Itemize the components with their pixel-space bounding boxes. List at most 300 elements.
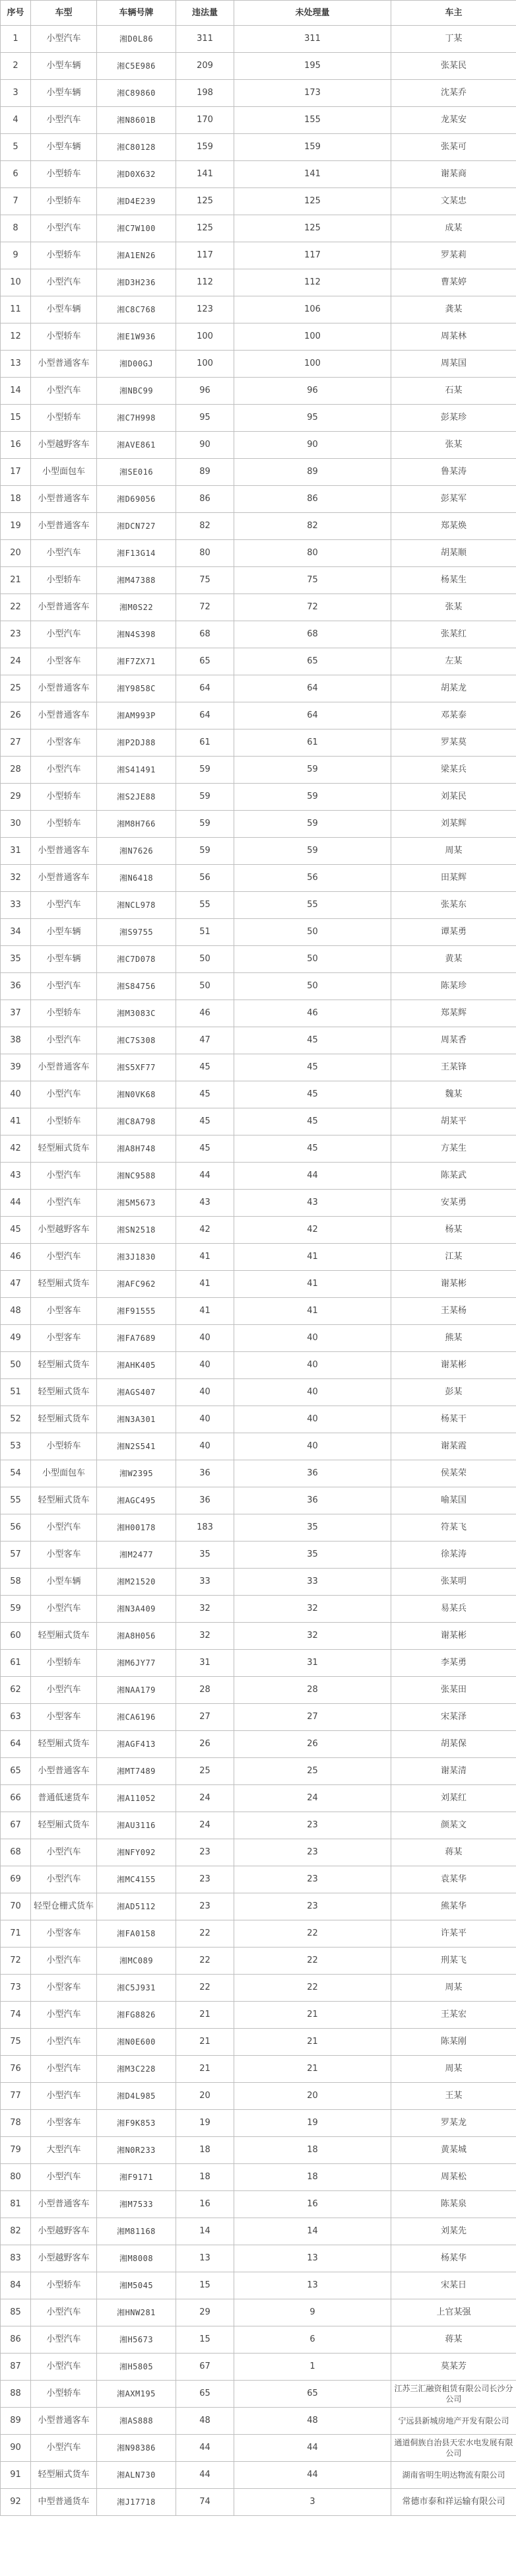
cell-pending-count: 32 [234, 1623, 391, 1650]
cell-owner: 湖南省明生明达物流有限公司 [391, 2462, 516, 2489]
cell-owner: 龚某 [391, 296, 516, 323]
cell-plate: 湘N4S398 [97, 621, 176, 648]
cell-violation-count: 46 [176, 1000, 234, 1027]
cell-pending-count: 82 [234, 513, 391, 540]
cell-vehicle-type: 小型轿车 [31, 161, 97, 188]
table-row [1, 378, 516, 405]
cell-no: 90 [1, 2435, 31, 2462]
cell-no: 81 [1, 2191, 31, 2218]
table-body [1, 26, 516, 2516]
cell-violation-count: 45 [176, 1135, 234, 1163]
cell-no: 56 [1, 1514, 31, 1542]
cell-pending-count: 50 [234, 919, 391, 946]
cell-plate: 湘N8601B [97, 107, 176, 134]
cell-plate: 湘SE016 [97, 459, 176, 486]
cell-owner: 张某可 [391, 134, 516, 161]
cell-vehicle-type: 小型客车 [31, 1325, 97, 1352]
cell-violation-count: 100 [176, 323, 234, 351]
cell-plate: 湘N3A301 [97, 1406, 176, 1433]
cell-pending-count: 89 [234, 459, 391, 486]
cell-plate: 湘N98386 [97, 2435, 176, 2462]
cell-violation-count: 75 [176, 567, 234, 594]
cell-plate: 湘C80128 [97, 134, 176, 161]
cell-plate: 湘AHK405 [97, 1352, 176, 1379]
cell-owner: 王某宏 [391, 2002, 516, 2029]
cell-pending-count: 24 [234, 1785, 391, 1812]
cell-pending-count: 22 [234, 1948, 391, 1975]
cell-owner: 李某勇 [391, 1650, 516, 1677]
cell-plate: 湘S2JE88 [97, 784, 176, 811]
cell-no: 34 [1, 919, 31, 946]
cell-vehicle-type: 小型轿车 [31, 1000, 97, 1027]
cell-owner: 彭某 [391, 1379, 516, 1406]
cell-violation-count: 24 [176, 1785, 234, 1812]
cell-vehicle-type: 小型汽车 [31, 1866, 97, 1893]
cell-vehicle-type: 小型轿车 [31, 2272, 97, 2299]
cell-vehicle-type: 小型客车 [31, 1975, 97, 2002]
cell-violation-count: 21 [176, 2002, 234, 2029]
cell-vehicle-type: 小型汽车 [31, 2435, 97, 2462]
cell-plate: 湘AFC962 [97, 1271, 176, 1298]
cell-pending-count: 40 [234, 1406, 391, 1433]
cell-plate: 湘F9171 [97, 2164, 176, 2191]
cell-pending-count: 59 [234, 811, 391, 838]
cell-owner: 颜某文 [391, 1812, 516, 1839]
cell-owner: 周某松 [391, 2164, 516, 2191]
table-row [1, 1812, 516, 1839]
cell-pending-count: 68 [234, 621, 391, 648]
cell-plate: 湘AS888 [97, 2408, 176, 2435]
cell-pending-count: 159 [234, 134, 391, 161]
cell-owner: 谢某彬 [391, 1352, 516, 1379]
cell-owner: 符某飞 [391, 1514, 516, 1542]
cell-plate: 湘D00GJ [97, 351, 176, 378]
cell-no: 89 [1, 2408, 31, 2435]
cell-violation-count: 23 [176, 1893, 234, 1920]
cell-pending-count: 32 [234, 1596, 391, 1623]
table-row [1, 1677, 516, 1704]
table-row [1, 2354, 516, 2381]
table-row [1, 2164, 516, 2191]
table-row [1, 1352, 516, 1379]
cell-owner: 王某 [391, 2083, 516, 2110]
cell-no: 54 [1, 1460, 31, 1487]
cell-plate: 湘E1W936 [97, 323, 176, 351]
cell-pending-count: 59 [234, 784, 391, 811]
cell-violation-count: 36 [176, 1487, 234, 1514]
cell-vehicle-type: 小型面包车 [31, 1460, 97, 1487]
cell-violation-count: 40 [176, 1325, 234, 1352]
cell-plate: 湘D4E239 [97, 188, 176, 215]
cell-vehicle-type: 小型汽车 [31, 1244, 97, 1271]
cell-violation-count: 23 [176, 1866, 234, 1893]
cell-no: 36 [1, 973, 31, 1000]
cell-vehicle-type: 小型汽车 [31, 2056, 97, 2083]
cell-no: 7 [1, 188, 31, 215]
cell-pending-count: 20 [234, 2083, 391, 2110]
table-row [1, 1108, 516, 1135]
cell-violation-count: 22 [176, 1948, 234, 1975]
table-row [1, 2083, 516, 2110]
cell-plate: 湘FA7689 [97, 1325, 176, 1352]
cell-plate: 湘W2395 [97, 1460, 176, 1487]
table-row [1, 1298, 516, 1325]
cell-vehicle-type: 小型普通客车 [31, 865, 97, 892]
cell-violation-count: 40 [176, 1379, 234, 1406]
cell-pending-count: 80 [234, 540, 391, 567]
cell-no: 30 [1, 811, 31, 838]
cell-vehicle-type: 小型汽车 [31, 269, 97, 296]
cell-no: 15 [1, 405, 31, 432]
cell-vehicle-type: 轻型厢式货车 [31, 1271, 97, 1298]
cell-vehicle-type: 轻型厢式货车 [31, 1812, 97, 1839]
table-row [1, 2029, 516, 2056]
cell-vehicle-type: 轻型厢式货车 [31, 1731, 97, 1758]
cell-owner: 陈某珍 [391, 973, 516, 1000]
cell-pending-count: 64 [234, 675, 391, 702]
cell-plate: 湘J17718 [97, 2489, 176, 2516]
table-row [1, 675, 516, 702]
cell-pending-count: 96 [234, 378, 391, 405]
table-row [1, 1758, 516, 1785]
cell-pending-count: 44 [234, 2462, 391, 2489]
cell-pending-count: 23 [234, 1812, 391, 1839]
cell-vehicle-type: 小型车辆 [31, 1569, 97, 1596]
cell-violation-count: 41 [176, 1244, 234, 1271]
cell-owner: 刘某红 [391, 1785, 516, 1812]
table-row [1, 2056, 516, 2083]
cell-vehicle-type: 小型轿车 [31, 811, 97, 838]
cell-pending-count: 61 [234, 729, 391, 757]
cell-plate: 湘C8A798 [97, 1108, 176, 1135]
cell-owner: 郑某焕 [391, 513, 516, 540]
cell-plate: 湘M2477 [97, 1542, 176, 1569]
cell-plate: 湘N0E600 [97, 2029, 176, 2056]
cell-owner: 熊某 [391, 1325, 516, 1352]
cell-plate: 湘C7H998 [97, 405, 176, 432]
table-row [1, 1623, 516, 1650]
cell-vehicle-type: 小型汽车 [31, 1596, 97, 1623]
cell-plate: 湘FG8826 [97, 2002, 176, 2029]
table-row [1, 1731, 516, 1758]
cell-no: 2 [1, 53, 31, 80]
cell-owner: 刘某先 [391, 2218, 516, 2245]
cell-violation-count: 64 [176, 702, 234, 729]
cell-owner: 王某杨 [391, 1298, 516, 1325]
cell-vehicle-type: 小型客车 [31, 2110, 97, 2137]
cell-violation-count: 33 [176, 1569, 234, 1596]
cell-vehicle-type: 轻型厢式货车 [31, 1406, 97, 1433]
cell-pending-count: 22 [234, 1975, 391, 2002]
table-row [1, 53, 516, 80]
cell-no: 38 [1, 1027, 31, 1054]
table-row [1, 1569, 516, 1596]
cell-plate: 湘N6418 [97, 865, 176, 892]
cell-pending-count: 141 [234, 161, 391, 188]
cell-vehicle-type: 小型车辆 [31, 134, 97, 161]
cell-plate: 湘DCN727 [97, 513, 176, 540]
cell-owner: 彭某珍 [391, 405, 516, 432]
table-row [1, 1379, 516, 1406]
cell-no: 14 [1, 378, 31, 405]
table-row [1, 2326, 516, 2354]
cell-vehicle-type: 小型越野客车 [31, 1217, 97, 1244]
cell-vehicle-type: 轻型厢式货车 [31, 1623, 97, 1650]
table-row [1, 1054, 516, 1081]
cell-owner: 谢某霞 [391, 1433, 516, 1460]
table-row [1, 1027, 516, 1054]
cell-pending-count: 75 [234, 567, 391, 594]
cell-violation-count: 19 [176, 2110, 234, 2137]
cell-vehicle-type: 小型越野客车 [31, 2245, 97, 2272]
cell-vehicle-type: 小型汽车 [31, 1514, 97, 1542]
cell-no: 9 [1, 242, 31, 269]
cell-owner: 方某生 [391, 1135, 516, 1163]
cell-plate: 湘C5E986 [97, 53, 176, 80]
cell-no: 74 [1, 2002, 31, 2029]
cell-vehicle-type: 轻型厢式货车 [31, 1352, 97, 1379]
cell-vehicle-type: 小型越野客车 [31, 2218, 97, 2245]
cell-pending-count: 26 [234, 1731, 391, 1758]
cell-no: 31 [1, 838, 31, 865]
cell-no: 79 [1, 2137, 31, 2164]
cell-owner: 周某 [391, 838, 516, 865]
cell-violation-count: 65 [176, 2381, 234, 2408]
cell-pending-count: 195 [234, 53, 391, 80]
cell-owner: 侯某荣 [391, 1460, 516, 1487]
cell-no: 92 [1, 2489, 31, 2516]
cell-no: 85 [1, 2299, 31, 2326]
cell-plate: 湘M6JY77 [97, 1650, 176, 1677]
cell-no: 75 [1, 2029, 31, 2056]
table-row [1, 2137, 516, 2164]
table-row [1, 459, 516, 486]
table-row [1, 1542, 516, 1569]
cell-vehicle-type: 小型汽车 [31, 2299, 97, 2326]
cell-no: 5 [1, 134, 31, 161]
cell-violation-count: 24 [176, 1812, 234, 1839]
cell-violation-count: 41 [176, 1271, 234, 1298]
cell-violation-count: 50 [176, 973, 234, 1000]
cell-plate: 湘AM993P [97, 702, 176, 729]
cell-violation-count: 59 [176, 784, 234, 811]
cell-plate: 湘Y9858C [97, 675, 176, 702]
cell-no: 59 [1, 1596, 31, 1623]
cell-violation-count: 95 [176, 405, 234, 432]
table-row [1, 1487, 516, 1514]
cell-plate: 湘M8008 [97, 2245, 176, 2272]
cell-owner: 周某林 [391, 323, 516, 351]
cell-violation-count: 112 [176, 269, 234, 296]
cell-no: 13 [1, 351, 31, 378]
cell-violation-count: 311 [176, 26, 234, 53]
cell-no: 82 [1, 2218, 31, 2245]
cell-pending-count: 40 [234, 1352, 391, 1379]
cell-violation-count: 141 [176, 161, 234, 188]
cell-pending-count: 41 [234, 1244, 391, 1271]
cell-no: 26 [1, 702, 31, 729]
cell-vehicle-type: 小型汽车 [31, 2354, 97, 2381]
cell-no: 78 [1, 2110, 31, 2137]
cell-no: 29 [1, 784, 31, 811]
cell-no: 37 [1, 1000, 31, 1027]
cell-violation-count: 29 [176, 2299, 234, 2326]
cell-pending-count: 106 [234, 296, 391, 323]
cell-pending-count: 36 [234, 1487, 391, 1514]
cell-plate: 湘M47388 [97, 567, 176, 594]
cell-violation-count: 40 [176, 1406, 234, 1433]
table-row [1, 2272, 516, 2299]
cell-pending-count: 65 [234, 648, 391, 675]
header-pending-count: 未处理量 [234, 1, 391, 26]
cell-pending-count: 55 [234, 892, 391, 919]
cell-pending-count: 19 [234, 2110, 391, 2137]
cell-no: 57 [1, 1542, 31, 1569]
cell-vehicle-type: 小型普通客车 [31, 675, 97, 702]
cell-no: 32 [1, 865, 31, 892]
cell-plate: 湘H00178 [97, 1514, 176, 1542]
cell-pending-count: 125 [234, 188, 391, 215]
cell-vehicle-type: 小型客车 [31, 1542, 97, 1569]
cell-pending-count: 112 [234, 269, 391, 296]
table-row [1, 2299, 516, 2326]
cell-owner: 许某平 [391, 1920, 516, 1948]
cell-plate: 湘M3C228 [97, 2056, 176, 2083]
table-row [1, 594, 516, 621]
cell-pending-count: 14 [234, 2218, 391, 2245]
cell-vehicle-type: 小型普通客车 [31, 838, 97, 865]
cell-vehicle-type: 小型普通客车 [31, 513, 97, 540]
cell-pending-count: 125 [234, 215, 391, 242]
cell-plate: 湘M8H766 [97, 811, 176, 838]
table-row [1, 1433, 516, 1460]
cell-violation-count: 32 [176, 1596, 234, 1623]
cell-no: 70 [1, 1893, 31, 1920]
cell-pending-count: 45 [234, 1108, 391, 1135]
cell-pending-count: 3 [234, 2489, 391, 2516]
cell-pending-count: 22 [234, 1920, 391, 1948]
cell-vehicle-type: 小型汽车 [31, 1677, 97, 1704]
cell-vehicle-type: 轻型厢式货车 [31, 2462, 97, 2489]
cell-vehicle-type: 小型汽车 [31, 757, 97, 784]
cell-violation-count: 61 [176, 729, 234, 757]
cell-plate: 湘M21520 [97, 1569, 176, 1596]
cell-no: 80 [1, 2164, 31, 2191]
table-row [1, 946, 516, 973]
cell-owner: 成某 [391, 215, 516, 242]
cell-owner: 张某东 [391, 892, 516, 919]
cell-no: 65 [1, 1758, 31, 1785]
cell-vehicle-type: 普通低速货车 [31, 1785, 97, 1812]
cell-no: 24 [1, 648, 31, 675]
cell-owner: 安某勇 [391, 1190, 516, 1217]
table-row [1, 1163, 516, 1190]
table-row [1, 1839, 516, 1866]
cell-plate: 湘ALN730 [97, 2462, 176, 2489]
cell-vehicle-type: 小型车辆 [31, 80, 97, 107]
cell-vehicle-type: 小型汽车 [31, 1948, 97, 1975]
cell-plate: 湘S84756 [97, 973, 176, 1000]
cell-vehicle-type: 小型汽车 [31, 107, 97, 134]
header-violation-count: 违法量 [176, 1, 234, 26]
cell-pending-count: 72 [234, 594, 391, 621]
table-row [1, 1460, 516, 1487]
cell-violation-count: 48 [176, 2408, 234, 2435]
cell-violation-count: 23 [176, 1839, 234, 1866]
cell-vehicle-type: 小型客车 [31, 729, 97, 757]
cell-violation-count: 18 [176, 2137, 234, 2164]
table-row [1, 1920, 516, 1948]
cell-pending-count: 6 [234, 2326, 391, 2354]
cell-plate: 湘N3A409 [97, 1596, 176, 1623]
cell-owner: 通道侗族自治县天宏水电发展有限公司 [391, 2435, 516, 2462]
table-row [1, 323, 516, 351]
cell-violation-count: 32 [176, 1623, 234, 1650]
cell-no: 16 [1, 432, 31, 459]
table-row [1, 2462, 516, 2489]
cell-vehicle-type: 小型汽车 [31, 2326, 97, 2354]
cell-owner: 鲁某涛 [391, 459, 516, 486]
cell-violation-count: 21 [176, 2056, 234, 2083]
cell-violation-count: 100 [176, 351, 234, 378]
table-row [1, 1325, 516, 1352]
cell-owner: 陈某泉 [391, 2191, 516, 2218]
cell-pending-count: 45 [234, 1054, 391, 1081]
table-row [1, 2110, 516, 2137]
cell-owner: 黄某 [391, 946, 516, 973]
cell-no: 17 [1, 459, 31, 486]
cell-pending-count: 43 [234, 1190, 391, 1217]
cell-plate: 湘M0S22 [97, 594, 176, 621]
table-row [1, 1406, 516, 1433]
cell-violation-count: 42 [176, 1217, 234, 1244]
header-owner: 车主 [391, 1, 516, 26]
cell-violation-count: 45 [176, 1108, 234, 1135]
cell-plate: 湘M5045 [97, 2272, 176, 2299]
cell-violation-count: 68 [176, 621, 234, 648]
cell-vehicle-type: 小型轿车 [31, 242, 97, 269]
cell-no: 72 [1, 1948, 31, 1975]
cell-owner: 周某香 [391, 1027, 516, 1054]
cell-pending-count: 40 [234, 1433, 391, 1460]
table-row [1, 838, 516, 865]
cell-pending-count: 28 [234, 1677, 391, 1704]
cell-vehicle-type: 小型普通客车 [31, 2408, 97, 2435]
cell-pending-count: 100 [234, 323, 391, 351]
cell-violation-count: 36 [176, 1460, 234, 1487]
table-row [1, 2245, 516, 2272]
cell-plate: 湘NFY092 [97, 1839, 176, 1866]
cell-owner: 文某忠 [391, 188, 516, 215]
cell-no: 41 [1, 1108, 31, 1135]
cell-vehicle-type: 小型车辆 [31, 919, 97, 946]
cell-vehicle-type: 小型汽车 [31, 1027, 97, 1054]
cell-vehicle-type: 小型普通客车 [31, 594, 97, 621]
cell-plate: 湘C7D078 [97, 946, 176, 973]
cell-pending-count: 13 [234, 2245, 391, 2272]
cell-plate: 湘S9755 [97, 919, 176, 946]
cell-no: 76 [1, 2056, 31, 2083]
cell-vehicle-type: 小型汽车 [31, 1081, 97, 1108]
cell-owner: 胡某龙 [391, 675, 516, 702]
cell-pending-count: 21 [234, 2002, 391, 2029]
cell-violation-count: 43 [176, 1190, 234, 1217]
cell-plate: 湘F7ZX71 [97, 648, 176, 675]
cell-no: 83 [1, 2245, 31, 2272]
cell-vehicle-type: 小型客车 [31, 1704, 97, 1731]
table-row [1, 242, 516, 269]
table-row [1, 2002, 516, 2029]
